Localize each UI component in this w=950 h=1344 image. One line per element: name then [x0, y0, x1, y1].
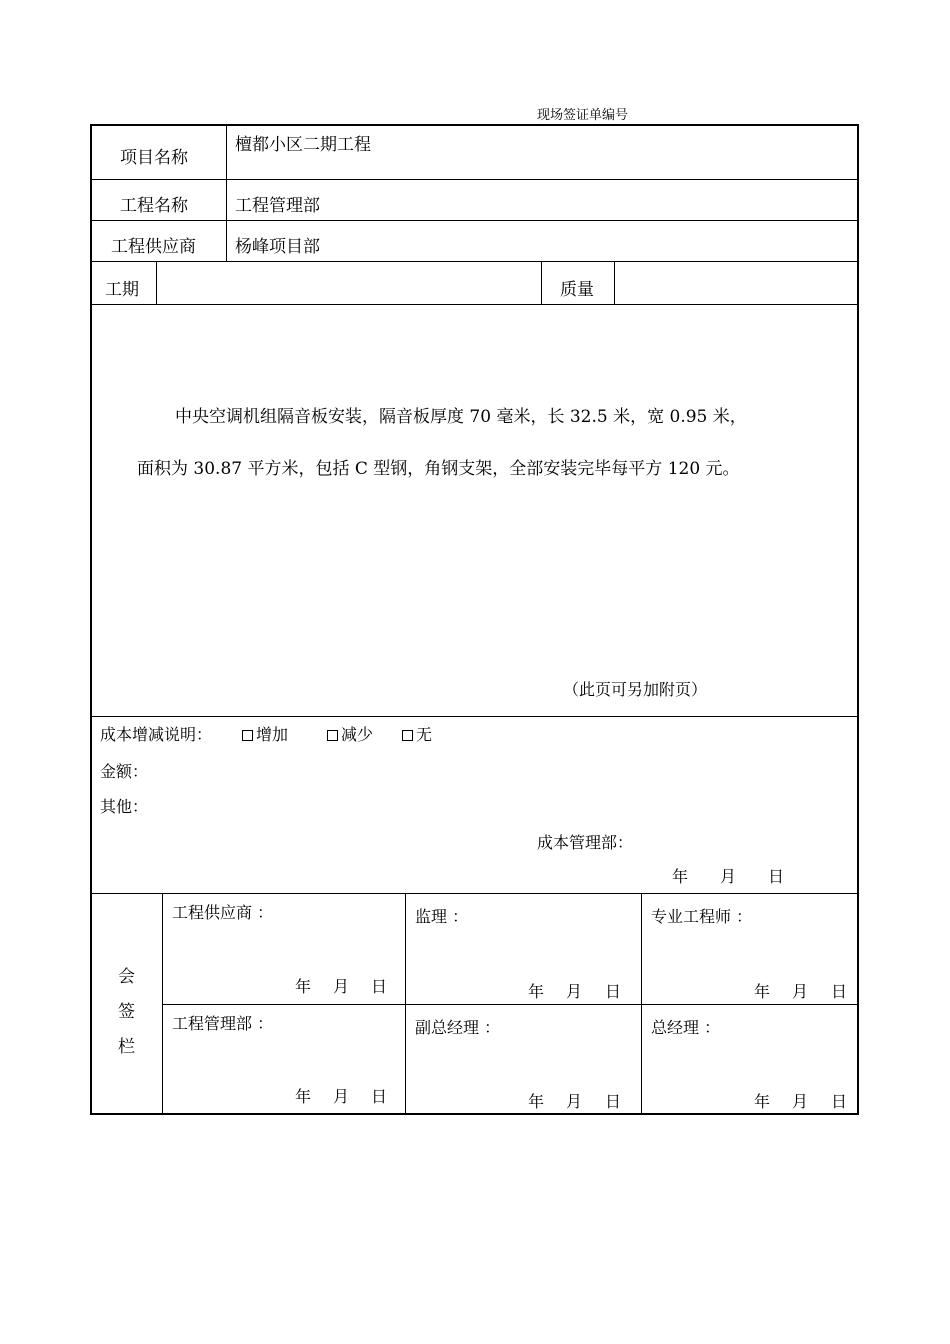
checkbox-icon[interactable] [402, 730, 413, 741]
option-decrease[interactable]: 减少 [327, 722, 373, 745]
sign-supervisor-label: 监理 ： [415, 907, 469, 926]
sign-title-char: 会 [118, 967, 135, 987]
sign-title-char: 栏 [118, 1037, 135, 1057]
col-divider [226, 124, 227, 261]
attachment-note: （此页可另加附页） [563, 680, 708, 699]
col-divider [614, 261, 615, 304]
date-day: 日 [371, 1087, 388, 1106]
sign-supplier-label: 工程供应商 ： [172, 903, 274, 922]
date-year: 年 [295, 1087, 312, 1106]
row-divider [90, 716, 859, 717]
row-divider [90, 304, 859, 305]
sign-title-char: 签 [118, 1002, 135, 1022]
col-divider [541, 261, 542, 304]
other-label: 其他： [100, 797, 149, 816]
checkbox-icon[interactable] [327, 730, 338, 741]
checkbox-icon[interactable] [242, 730, 253, 741]
date-year: 年 [754, 982, 771, 1001]
col-divider [156, 261, 157, 304]
cost-change-label: 成本增减说明： [100, 725, 213, 744]
date-day: 日 [371, 977, 388, 996]
date-month: 月 [333, 977, 350, 996]
date-day: 日 [605, 982, 622, 1001]
quality-label: 质量 [560, 280, 594, 300]
row-divider [90, 893, 859, 894]
period-label: 工期 [105, 280, 139, 300]
amount-label: 金额： [100, 762, 149, 781]
date-year: 年 [295, 977, 312, 996]
date-year: 年 [528, 982, 545, 1001]
serial-number-label: 现场签证单编号 [537, 108, 629, 123]
date-month: 月 [566, 982, 583, 1001]
supplier-label: 工程供应商 [111, 237, 196, 257]
content-line-1: 中央空调机组隔音板安装，隔音板厚度 70 毫米，长 32.5 米，宽 0.95 米， [175, 407, 747, 427]
col-divider [162, 893, 163, 1115]
date-day: 日 [831, 982, 848, 1001]
project-name-label: 项目名称 [120, 148, 188, 168]
supplier-value: 杨峰项目部 [235, 237, 320, 257]
option-none[interactable]: 无 [402, 722, 432, 745]
row-divider [90, 179, 859, 180]
cost-date-month: 月 [720, 867, 737, 886]
col-divider [405, 893, 406, 1115]
site-visa-form [90, 124, 859, 1115]
date-day: 日 [605, 1092, 622, 1111]
sign-deputy-gm-label: 副总经理 ： [415, 1018, 501, 1037]
sign-row-divider [163, 1004, 859, 1005]
date-month: 月 [792, 1092, 809, 1111]
date-year: 年 [754, 1092, 771, 1111]
date-day: 日 [831, 1092, 848, 1111]
date-month: 月 [333, 1087, 350, 1106]
sign-gm-label: 总经理 ： [651, 1018, 721, 1037]
engineering-name-label: 工程名称 [120, 196, 188, 216]
cost-date-year: 年 [672, 867, 689, 886]
row-divider [90, 220, 859, 221]
option-increase[interactable]: 增加 [242, 722, 288, 745]
date-month: 月 [566, 1092, 583, 1111]
col-divider [641, 893, 642, 1115]
content-line-2: 面积为 30.87 平方米，包括 C 型钢，角钢支架，全部安装完毕每平方 120 元。 [137, 459, 740, 479]
sign-mgmt-dept-label: 工程管理部 ： [172, 1014, 274, 1033]
cost-date-day: 日 [768, 867, 785, 886]
project-name-value: 檀都小区二期工程 [235, 135, 371, 155]
engineering-name-value: 工程管理部 [235, 196, 320, 216]
date-year: 年 [528, 1092, 545, 1111]
sign-engineer-label: 专业工程师 ： [651, 907, 753, 926]
row-divider [90, 261, 859, 262]
date-month: 月 [792, 982, 809, 1001]
cost-dept-label: 成本管理部： [537, 833, 634, 852]
